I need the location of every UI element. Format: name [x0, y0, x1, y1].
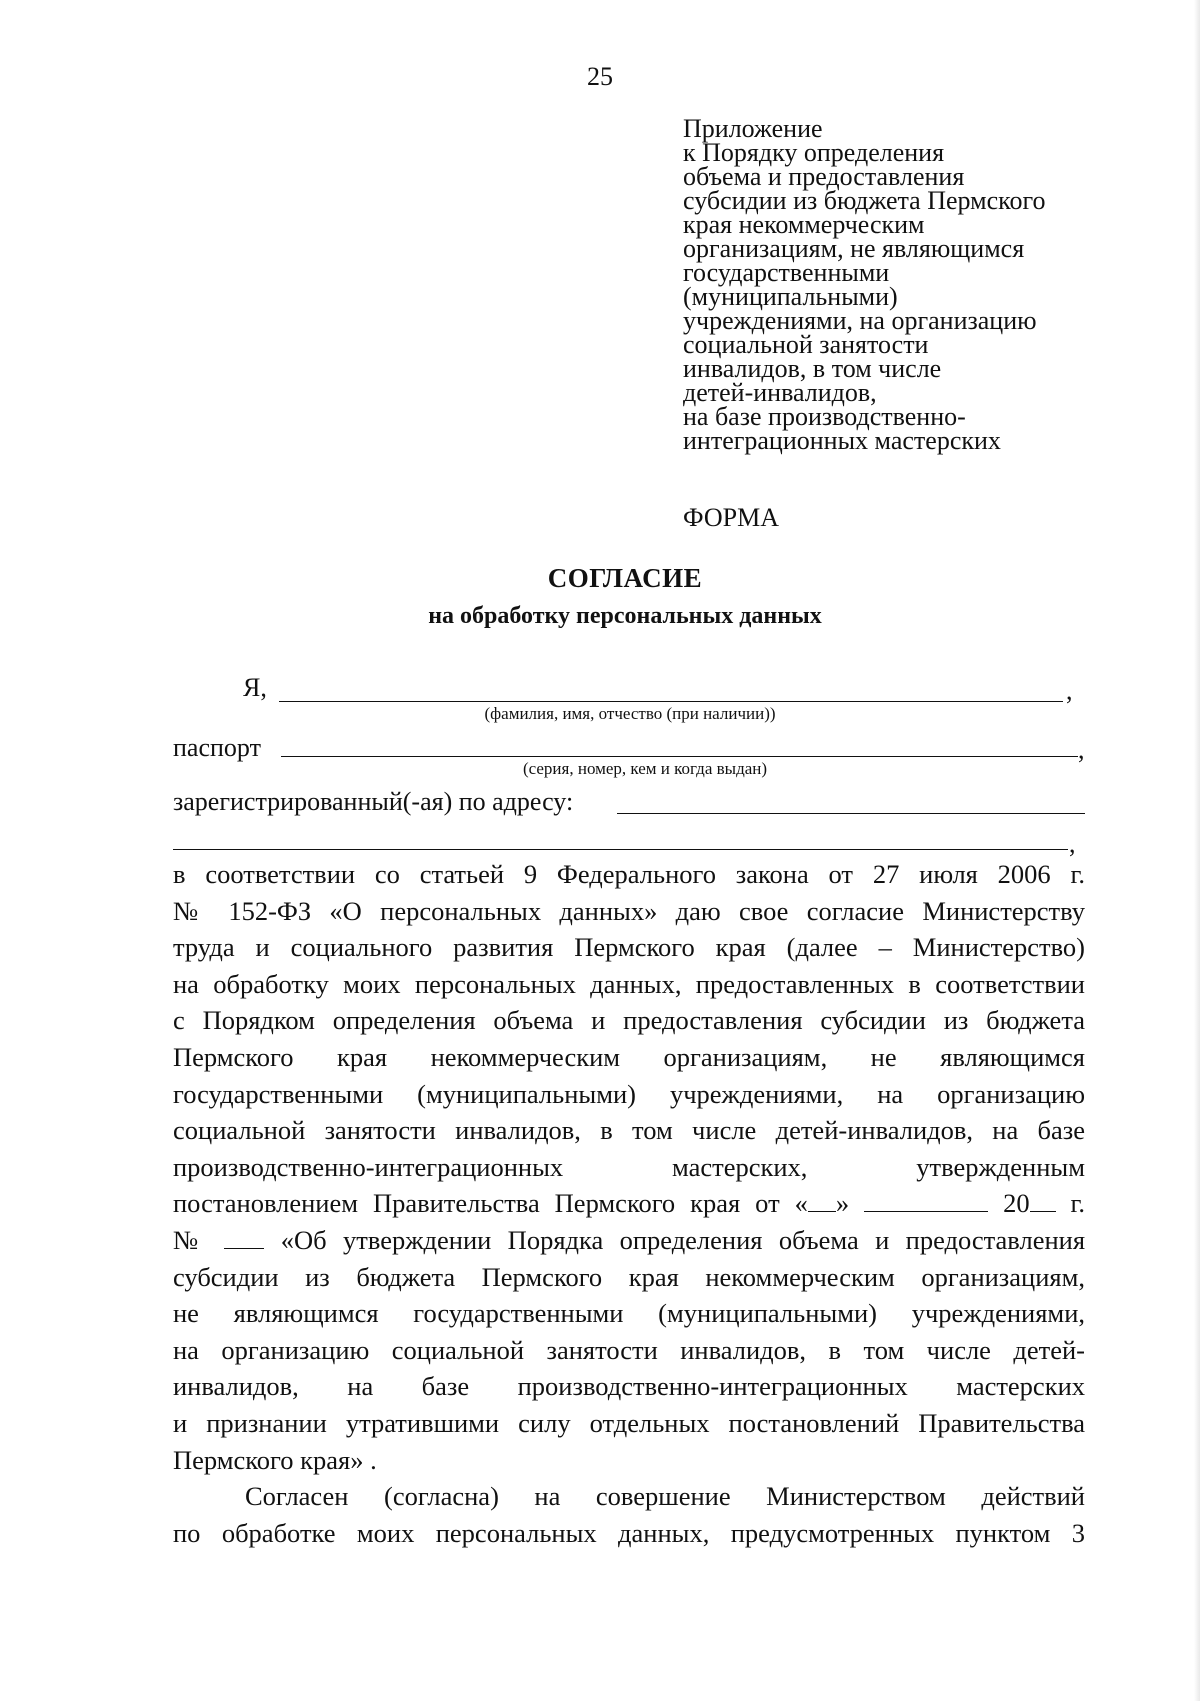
resolution-date-line: [173, 1185, 1085, 1222]
body-line: на обработку моих персональных данных, предоставленных в соответствии: [173, 968, 1085, 999]
address-field-line[interactable]: [617, 813, 1085, 814]
passport-label: паспорт: [173, 733, 261, 762]
appendix-line: на базе производственно-: [683, 402, 966, 431]
document-subtitle: на обработку персональных данных: [428, 603, 822, 629]
appendix-line: субсидии из бюджета Пермского: [683, 186, 1046, 215]
passport-field-line[interactable]: [281, 756, 1078, 757]
body-line: не являющимся государственными (муниципальными) учреждениями,: [173, 1298, 1085, 1329]
appendix-line: к Порядку определения: [683, 138, 945, 167]
appendix-line: детей-инвалидов,: [683, 378, 877, 407]
appendix-line: Приложение: [683, 114, 823, 143]
scan-edge-shadow: [1194, 0, 1200, 1701]
appendix-line: социальной занятости: [683, 330, 929, 359]
year-suffix: г.: [1070, 1188, 1085, 1219]
date-line-text: постановлением Правительства Пермского края от «: [173, 1188, 808, 1219]
body-line: субсидии из бюджета Пермского края некоммерческим организациям,: [173, 1261, 1085, 1292]
month-blank[interactable]: [864, 1191, 988, 1212]
year-prefix: 20: [1003, 1188, 1030, 1219]
passport-comma: ,: [1078, 735, 1085, 764]
body-line: № 152-ФЗ «О персональных данных» даю свое согласие Министерству: [173, 895, 1085, 926]
year-blank[interactable]: [1030, 1191, 1056, 1212]
appendix-note: [683, 114, 1153, 455]
appendix-line: государственными: [683, 258, 890, 287]
appendix-line: объема и предоставления: [683, 162, 965, 191]
number-blank[interactable]: [224, 1228, 264, 1249]
body-line: и признании утратившими силу отдельных постановлений Правительства: [173, 1407, 1085, 1438]
name-comma: ,: [1066, 676, 1073, 705]
appendix-line: учреждениями, на организацию: [683, 306, 1037, 335]
address-comma: ,: [1069, 829, 1076, 858]
number-sign: №: [173, 1224, 209, 1255]
body-line: на организацию социальной занятости инвалидов, в том числе детей-: [173, 1334, 1085, 1365]
body-line: в соответствии со статьей 9 Федерального закона от 27 июля 2006 г.: [173, 859, 1085, 889]
body-line: с Порядком определения объема и предоставления субсидии из бюджета: [173, 1005, 1085, 1036]
body-line: социальной занятости инвалидов, в том числе детей-инвалидов, на базе: [173, 1115, 1085, 1146]
day-blank[interactable]: [808, 1191, 836, 1212]
passport-field-caption: (серия, номер, кем и когда выдан): [522, 759, 768, 778]
body-line: труда и социального развития Пермского края (далее – Министерство): [173, 932, 1085, 963]
document-title: СОГЛАСИЕ: [547, 563, 703, 593]
name-prefix: Я,: [243, 673, 267, 702]
paragraph-2-line: Согласен (согласна) на совершение Министерством действий: [245, 1481, 1085, 1512]
body-line: инвалидов, на базе производственно-интеграционных мастерских: [173, 1371, 1085, 1402]
body-line: государственными (муниципальными) учреждениями, на организацию: [173, 1078, 1085, 1109]
appendix-line: организациям, не являющимся: [683, 234, 1025, 263]
resolution-number-line: [173, 1222, 1085, 1259]
body-line: Пермского края» .: [173, 1444, 377, 1475]
paragraph-2-line: по обработке моих персональных данных, предусмотренных пунктом 3: [173, 1517, 1085, 1548]
form-label: ФОРМА: [683, 503, 779, 532]
address-field-line-2[interactable]: [173, 849, 1068, 850]
appendix-line: инвалидов, в том числе: [683, 354, 942, 383]
resolution-title-text: «Об утверждении Порядка определения объема и предоставления: [280, 1224, 1085, 1255]
name-field-line[interactable]: [279, 701, 1063, 702]
name-field-caption: (фамилия, имя, отчество (при наличии)): [484, 704, 776, 723]
address-label: зарегистрированный(-ая) по адресу:: [173, 787, 574, 816]
consent-body: [173, 856, 1085, 1551]
date-quote-close: »: [835, 1188, 850, 1219]
page-number: 25: [587, 62, 613, 91]
appendix-line: (муниципальными): [683, 282, 898, 311]
body-line: производственно-интеграционных мастерских, утвержденным: [173, 1151, 1085, 1182]
body-line: Пермского края некоммерческим организациям, не являющимся: [173, 1041, 1085, 1072]
appendix-line: интеграционных мастерских: [683, 426, 1001, 455]
appendix-line: края некоммерческим: [683, 210, 925, 239]
